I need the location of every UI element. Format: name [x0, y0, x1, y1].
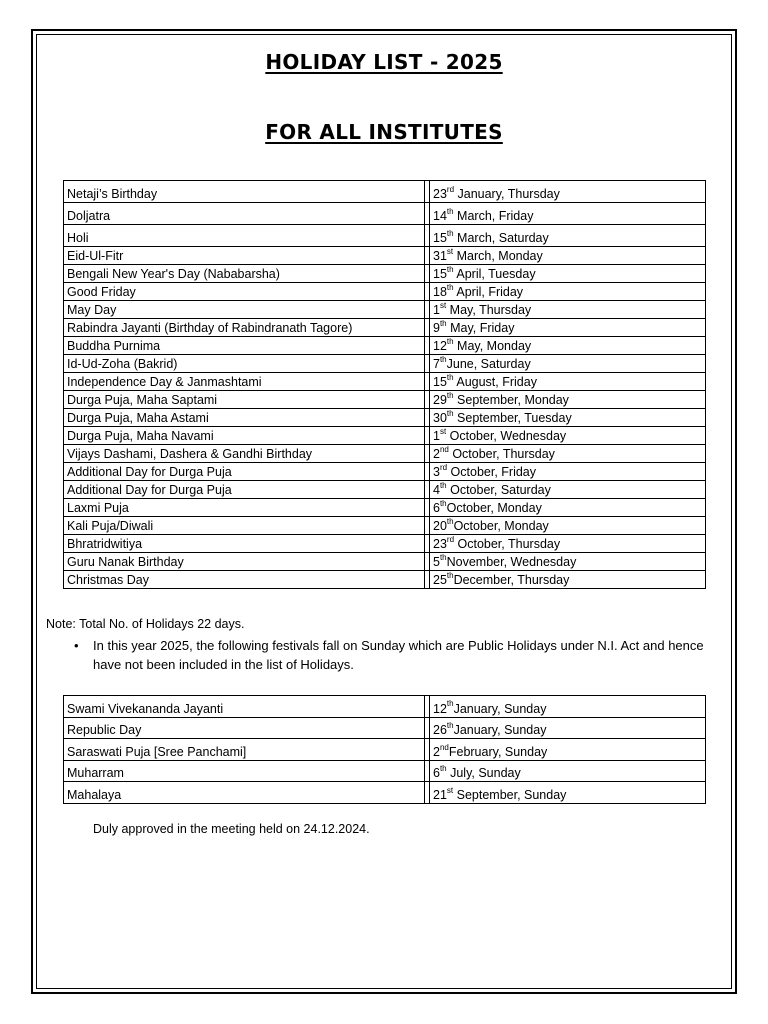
date-day: 15 [433, 267, 447, 281]
date-rest: February, Sunday [448, 744, 548, 759]
holiday-name: Durga Puja, Maha Saptami [64, 391, 425, 409]
holiday-date [430, 517, 706, 535]
date-rest: January, Thursday [454, 187, 560, 201]
holiday-date [430, 481, 706, 499]
date-rest: October, Saturday [446, 483, 551, 497]
date-suffix: th [439, 552, 447, 562]
holiday-name: Swami Vivekananda Jayanti [64, 696, 425, 718]
holiday-date [430, 355, 706, 373]
sunday-holiday-table [63, 695, 706, 804]
date-rest: October, Wednesday [446, 429, 567, 443]
date-suffix: st [446, 246, 454, 256]
holiday-name: Id-Ud-Zoha (Bakrid) [64, 355, 425, 373]
page-subtitle-text: FOR ALL INSTITUTES [265, 120, 503, 144]
table-row [64, 463, 706, 481]
date-day: 1 [433, 303, 440, 317]
date-day: 14 [433, 209, 447, 223]
date-day: 21 [433, 787, 447, 802]
date-rest: May, Monday [453, 339, 532, 353]
table-row [64, 499, 706, 517]
date-day: 1 [433, 429, 440, 443]
holiday-date [430, 427, 706, 445]
holiday-date [430, 760, 706, 782]
table-row [64, 203, 706, 225]
bullet-icon: • [74, 638, 79, 653]
holiday-name: Eid-Ul-Fitr [64, 247, 425, 265]
holiday-date [430, 445, 706, 463]
date-suffix: nd [439, 444, 449, 454]
holiday-table [63, 180, 706, 589]
table-row [64, 355, 706, 373]
date-suffix: th [446, 206, 454, 216]
holiday-date [430, 571, 706, 589]
date-day: 7 [433, 357, 440, 371]
approval-note: Duly approved in the meeting held on 24.12.2024. [93, 822, 370, 836]
date-rest: September, Tuesday [453, 411, 572, 425]
date-suffix: th [439, 318, 447, 328]
date-suffix: th [446, 282, 454, 292]
date-suffix: st [446, 785, 454, 795]
date-suffix: th [446, 372, 454, 382]
date-rest: January, Sunday [453, 701, 547, 716]
holiday-date [430, 283, 706, 301]
date-rest: October, Monday [453, 519, 549, 533]
holiday-name: Good Friday [64, 283, 425, 301]
holiday-date [430, 535, 706, 553]
date-day: 6 [433, 501, 440, 515]
table-row [64, 517, 706, 535]
date-rest: October, Friday [447, 465, 537, 479]
date-rest: August, Friday [453, 375, 537, 389]
date-rest: September, Sunday [453, 787, 567, 802]
table-row [64, 391, 706, 409]
page-subtitle [0, 120, 768, 144]
date-suffix: nd [439, 742, 449, 752]
holiday-date [430, 782, 706, 804]
table-row [64, 225, 706, 247]
holiday-name: Laxmi Puja [64, 499, 425, 517]
date-day: 18 [433, 285, 447, 299]
table-row [64, 409, 706, 427]
holiday-name: Republic Day [64, 717, 425, 739]
table-row [64, 481, 706, 499]
date-day: 15 [433, 231, 447, 245]
holiday-name: Additional Day for Durga Puja [64, 481, 425, 499]
holiday-date [430, 717, 706, 739]
holiday-name: Buddha Purnima [64, 337, 425, 355]
date-rest: April, Tuesday [453, 267, 536, 281]
date-rest: May, Friday [446, 321, 515, 335]
table-row [64, 760, 706, 782]
date-rest: November, Wednesday [446, 555, 577, 569]
date-suffix: th [446, 570, 454, 580]
holiday-count-note: Note: Total No. of Holidays 22 days. [46, 617, 245, 631]
date-day: 23 [433, 537, 447, 551]
table-row [64, 301, 706, 319]
date-day: 3 [433, 465, 440, 479]
table-row [64, 445, 706, 463]
date-rest: July, Sunday [446, 766, 521, 781]
page-title-text: HOLIDAY LIST - 2025 [265, 50, 503, 74]
holiday-name: Muharram [64, 760, 425, 782]
date-suffix: th [446, 390, 454, 400]
holiday-date [430, 696, 706, 718]
holiday-name: May Day [64, 301, 425, 319]
date-suffix: st [439, 300, 447, 310]
holiday-name: Vijays Dashami, Dashera & Gandhi Birthday [64, 445, 425, 463]
holiday-name: Additional Day for Durga Puja [64, 463, 425, 481]
date-day: 15 [433, 375, 447, 389]
date-suffix: st [439, 426, 447, 436]
date-suffix: rd [446, 534, 455, 544]
date-rest: September, Monday [453, 393, 569, 407]
table-row [64, 782, 706, 804]
date-day: 9 [433, 321, 440, 335]
date-rest: April, Friday [453, 285, 524, 299]
holiday-date [430, 225, 706, 247]
table-row [64, 696, 706, 718]
table-row [64, 739, 706, 761]
date-rest: June, Saturday [446, 357, 531, 371]
date-rest: October, Thursday [454, 537, 561, 551]
holiday-date [430, 739, 706, 761]
holiday-name: Netaji’s Birthday [64, 181, 425, 203]
date-day: 4 [433, 483, 440, 497]
date-suffix: th [446, 516, 454, 526]
date-rest: March, Monday [453, 249, 543, 263]
date-rest: May, Thursday [446, 303, 532, 317]
date-day: 23 [433, 187, 447, 201]
table-row [64, 265, 706, 283]
holiday-date [430, 203, 706, 225]
date-suffix: th [439, 498, 447, 508]
date-suffix: rd [446, 184, 455, 194]
date-day: 26 [433, 723, 447, 738]
date-day: 29 [433, 393, 447, 407]
holiday-date [430, 337, 706, 355]
holiday-name: Saraswati Puja [Sree Panchami] [64, 739, 425, 761]
date-suffix: rd [439, 462, 448, 472]
table-row [64, 535, 706, 553]
date-day: 12 [433, 339, 447, 353]
date-day: 30 [433, 411, 447, 425]
date-suffix: th [446, 699, 454, 709]
date-day: 6 [433, 766, 440, 781]
holiday-name: Bhratridwitiya [64, 535, 425, 553]
table-row [64, 553, 706, 571]
table-row [64, 319, 706, 337]
table-row [64, 283, 706, 301]
date-rest: October, Monday [446, 501, 542, 515]
date-day: 2 [433, 744, 440, 759]
holiday-name: Durga Puja, Maha Navami [64, 427, 425, 445]
sunday-note-text: In this year 2025, the following festivals fall on Sunday which are Public Holidays under N.I. Act and hence have not been included in the list of Holidays. [93, 638, 704, 672]
holiday-date [430, 463, 706, 481]
holiday-date [430, 391, 706, 409]
holiday-date [430, 181, 706, 203]
date-day: 5 [433, 555, 440, 569]
holiday-date [430, 301, 706, 319]
holiday-name: Durga Puja, Maha Astami [64, 409, 425, 427]
date-day: 12 [433, 701, 447, 716]
date-rest: March, Saturday [453, 231, 549, 245]
date-suffix: th [446, 336, 454, 346]
date-day: 25 [433, 573, 447, 587]
holiday-name: Bengali New Year's Day (Nababarsha) [64, 265, 425, 283]
table-row [64, 427, 706, 445]
holiday-name: Doljatra [64, 203, 425, 225]
holiday-date [430, 373, 706, 391]
holiday-name: Rabindra Jayanti (Birthday of Rabindranath Tagore) [64, 319, 425, 337]
date-suffix: th [446, 228, 454, 238]
holiday-date [430, 265, 706, 283]
holiday-date [430, 553, 706, 571]
date-rest: December, Thursday [453, 573, 570, 587]
table-row [64, 717, 706, 739]
holiday-name: Kali Puja/Diwali [64, 517, 425, 535]
date-suffix: th [446, 721, 454, 731]
page-title [0, 50, 768, 74]
table-row [64, 181, 706, 203]
date-suffix: th [439, 354, 447, 364]
date-rest: January, Sunday [453, 723, 547, 738]
date-day: 20 [433, 519, 447, 533]
holiday-date [430, 409, 706, 427]
date-suffix: th [439, 480, 447, 490]
holiday-name: Guru Nanak Birthday [64, 553, 425, 571]
table-row [64, 247, 706, 265]
date-rest: October, Thursday [448, 447, 555, 461]
holiday-date [430, 247, 706, 265]
table-row [64, 571, 706, 589]
holiday-date [430, 499, 706, 517]
date-suffix: th [439, 764, 447, 774]
table-row [64, 373, 706, 391]
date-rest: March, Friday [453, 209, 534, 223]
holiday-name: Christmas Day [64, 571, 425, 589]
table-row [64, 337, 706, 355]
date-day: 31 [433, 249, 447, 263]
date-suffix: th [446, 264, 454, 274]
holiday-name: Independence Day & Janmashtami [64, 373, 425, 391]
date-suffix: th [446, 408, 454, 418]
holiday-name: Mahalaya [64, 782, 425, 804]
date-day: 2 [433, 447, 440, 461]
holiday-date [430, 319, 706, 337]
holiday-name: Holi [64, 225, 425, 247]
